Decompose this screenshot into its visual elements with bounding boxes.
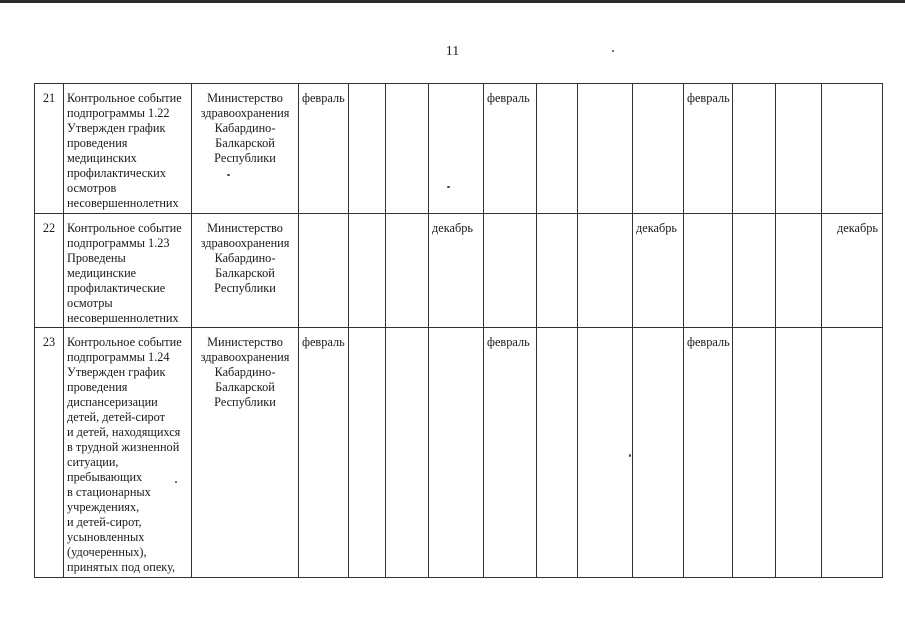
event-text-line: принятых под опеку, [67,560,176,574]
executor-text-line: здравоохранения [200,236,290,250]
executor-text-line: Балкарской [215,266,275,280]
executor-text-line: здравоохранения [200,106,290,120]
event-text-line: учреждениях, [67,500,140,514]
schedule-mark-cell: декабрь [633,214,684,328]
schedule-mark-cell [537,84,578,214]
event-text-line: Контрольное событие [67,221,182,235]
schedule-mark-cell [822,84,883,214]
schedule-mark-cell [484,214,537,328]
page-number: 11 [445,44,460,59]
executor-text-line: Кабардино- [214,365,276,379]
executor-cell [192,328,299,578]
row-number: 23 [35,328,64,578]
event-text-line: усыновленных [67,530,145,544]
executor-text-line: Республики [214,281,276,295]
executor-text-line: Министерство [207,221,283,235]
executor-text-line: здравоохранения [200,350,290,364]
event-text-line: и детей-сирот, [67,515,142,529]
schedule-mark-cell [299,214,349,328]
executor-text-line: Министерство [207,335,283,349]
executor-cell [192,84,299,214]
schedule-mark-cell [684,214,733,328]
row-number: 22 [35,214,64,328]
event-text-line: проведения [67,136,128,150]
executor-cell [192,214,299,328]
schedule-mark-cell [537,214,578,328]
executor-text-line: Республики [214,395,276,409]
event-text-line: профилактические [67,281,166,295]
scan-top-edge [0,0,905,3]
schedule-mark-cell: декабрь [429,214,484,328]
executor-text-line: Министерство [207,91,283,105]
schedule-mark-cell [429,84,484,214]
event-text-line: профилактических [67,166,166,180]
schedule-mark-cell [776,84,822,214]
schedule-mark-cell [776,328,822,578]
schedule-mark-cell [349,84,386,214]
event-text-line: ситуации, [67,455,119,469]
schedule-mark-cell [349,328,386,578]
row-number: 21 [35,84,64,214]
schedule-mark-cell [429,328,484,578]
schedule-mark-cell: февраль [484,328,537,578]
event-text-line: медицинских [67,151,137,165]
schedule-mark-cell [578,214,633,328]
event-text-line: подпрограммы 1.23 [67,236,170,250]
schedule-mark-cell: декабрь [822,214,883,328]
table-row [35,84,883,214]
event-text-line: Контрольное событие [67,91,182,105]
schedule-mark-cell [633,328,684,578]
event-text-line: диспансеризации [67,395,158,409]
schedule-mark-cell: февраль [684,84,733,214]
table-body [35,84,883,578]
schedule-table [34,83,883,578]
event-text-line: проведения [67,380,128,394]
event-text-line: осмотры [67,296,113,310]
executor-text-line: Балкарской [215,380,275,394]
event-text-line: Утвержден график [67,365,166,379]
table-row [35,214,883,328]
schedule-mark-cell: февраль [484,84,537,214]
event-text-line: медицинские [67,266,137,280]
event-text-line: детей, детей-сирот [67,410,166,424]
scan-speck [175,481,177,483]
schedule-mark-cell [386,214,429,328]
schedule-mark-cell [578,328,633,578]
schedule-mark-cell: февраль [299,84,349,214]
event-text-line: Утвержден график [67,121,166,135]
event-text-line: несовершеннолетних [67,196,179,210]
executor-text-line: Кабардино- [214,251,276,265]
scan-speck [447,186,450,188]
event-text-line: несовершеннолетних [67,311,179,325]
executor-text-line: Республики [214,151,276,165]
scan-speck [612,50,614,52]
schedule-mark-cell [578,84,633,214]
schedule-mark-cell: февраль [299,328,349,578]
table-row [35,328,883,578]
schedule-mark-cell [733,84,776,214]
event-text-line: подпрограммы 1.22 [67,106,170,120]
scan-speck [629,454,631,457]
scan-speck [227,174,230,176]
schedule-mark-cell [537,328,578,578]
event-text-line: Контрольное событие [67,335,182,349]
executor-text-line: Балкарской [215,136,275,150]
event-text-line: и детей, находящихся [67,425,181,439]
control-event-cell [64,214,192,328]
event-text-line: в трудной жизненной [67,440,180,454]
schedule-mark-cell [386,84,429,214]
schedule-mark-cell [733,214,776,328]
schedule-mark-cell [349,214,386,328]
control-event-cell [64,328,192,578]
schedule-mark-cell [633,84,684,214]
event-text-line: подпрограммы 1.24 [67,350,170,364]
event-text-line: (удочеренных), [67,545,147,559]
schedule-mark-cell [386,328,429,578]
event-text-line: осмотров [67,181,117,195]
control-event-cell [64,84,192,214]
executor-text-line: Кабардино- [214,121,276,135]
event-text-line: Проведены [67,251,126,265]
schedule-mark-cell: февраль [684,328,733,578]
schedule-mark-cell [822,328,883,578]
event-text-line: пребывающих [67,470,143,484]
schedule-mark-cell [776,214,822,328]
schedule-mark-cell [733,328,776,578]
event-text-line: в стационарных [67,485,151,499]
